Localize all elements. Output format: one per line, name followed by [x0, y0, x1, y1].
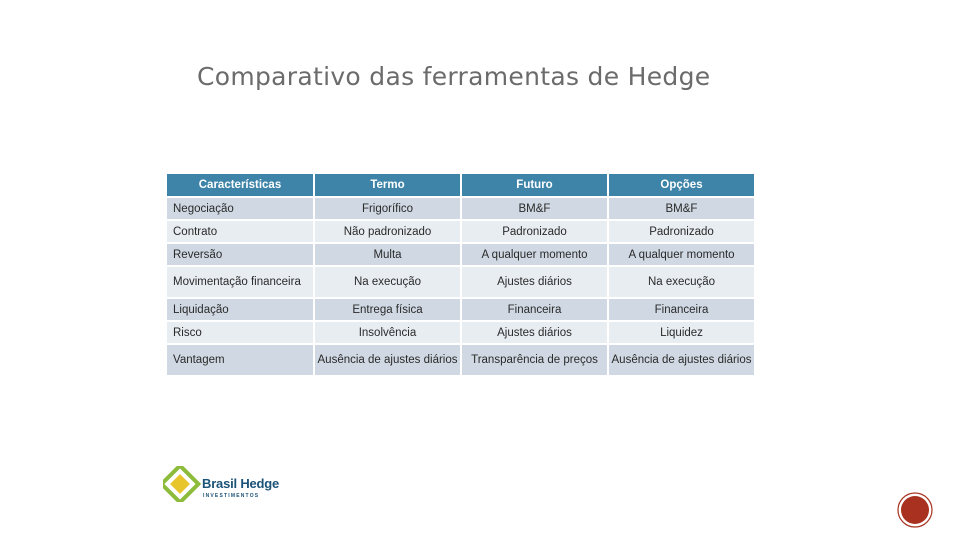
table-row: [166, 243, 755, 266]
table-cell: Ausência de ajustes diários: [608, 344, 755, 376]
row-label: Contrato: [166, 220, 314, 243]
table-cell: Liquidez: [608, 321, 755, 344]
comparison-table: [165, 172, 756, 377]
header-caracteristicas: Características: [166, 173, 314, 197]
table-cell: Frigorífico: [314, 197, 461, 220]
table-cell: BM&F: [461, 197, 608, 220]
table-cell: Padronizado: [608, 220, 755, 243]
header-futuro: Futuro: [461, 173, 608, 197]
table-row: [166, 197, 755, 220]
header-opcoes: Opções: [608, 173, 755, 197]
row-label: Negociação: [166, 197, 314, 220]
table-cell: Na execução: [608, 266, 755, 298]
row-label: Liquidação: [166, 298, 314, 321]
table-cell: Insolvência: [314, 321, 461, 344]
table-cell: Multa: [314, 243, 461, 266]
table-row: [166, 298, 755, 321]
row-label: Movimentação financeira: [166, 266, 314, 298]
table-row: [166, 321, 755, 344]
table-cell: Na execução: [314, 266, 461, 298]
table-cell: Padronizado: [461, 220, 608, 243]
table-cell: Financeira: [608, 298, 755, 321]
page-badge-icon: [896, 491, 934, 529]
table-row: [166, 344, 755, 376]
table-cell: Não padronizado: [314, 220, 461, 243]
table-cell: Financeira: [461, 298, 608, 321]
table-cell: Entrega física: [314, 298, 461, 321]
table-cell: A qualquer momento: [461, 243, 608, 266]
table-cell: Ajustes diários: [461, 266, 608, 298]
row-label: Vantagem: [166, 344, 314, 376]
table-row: [166, 266, 755, 298]
table-cell: Ajustes diários: [461, 321, 608, 344]
table-cell: BM&F: [608, 197, 755, 220]
header-termo: Termo: [314, 173, 461, 197]
table-row: [166, 220, 755, 243]
slide-title: Comparativo das ferramentas de Hedge: [197, 62, 711, 91]
table-cell: Ausência de ajustes diários: [314, 344, 461, 376]
row-label: Risco: [166, 321, 314, 344]
table-header-row: [166, 173, 755, 197]
row-label: Reversão: [166, 243, 314, 266]
logo-tagline: INVESTIMENTOS: [203, 493, 260, 499]
logo-name: Brasil Hedge: [202, 476, 280, 491]
table-cell: Transparência de preços: [461, 344, 608, 376]
table-cell: A qualquer momento: [608, 243, 755, 266]
